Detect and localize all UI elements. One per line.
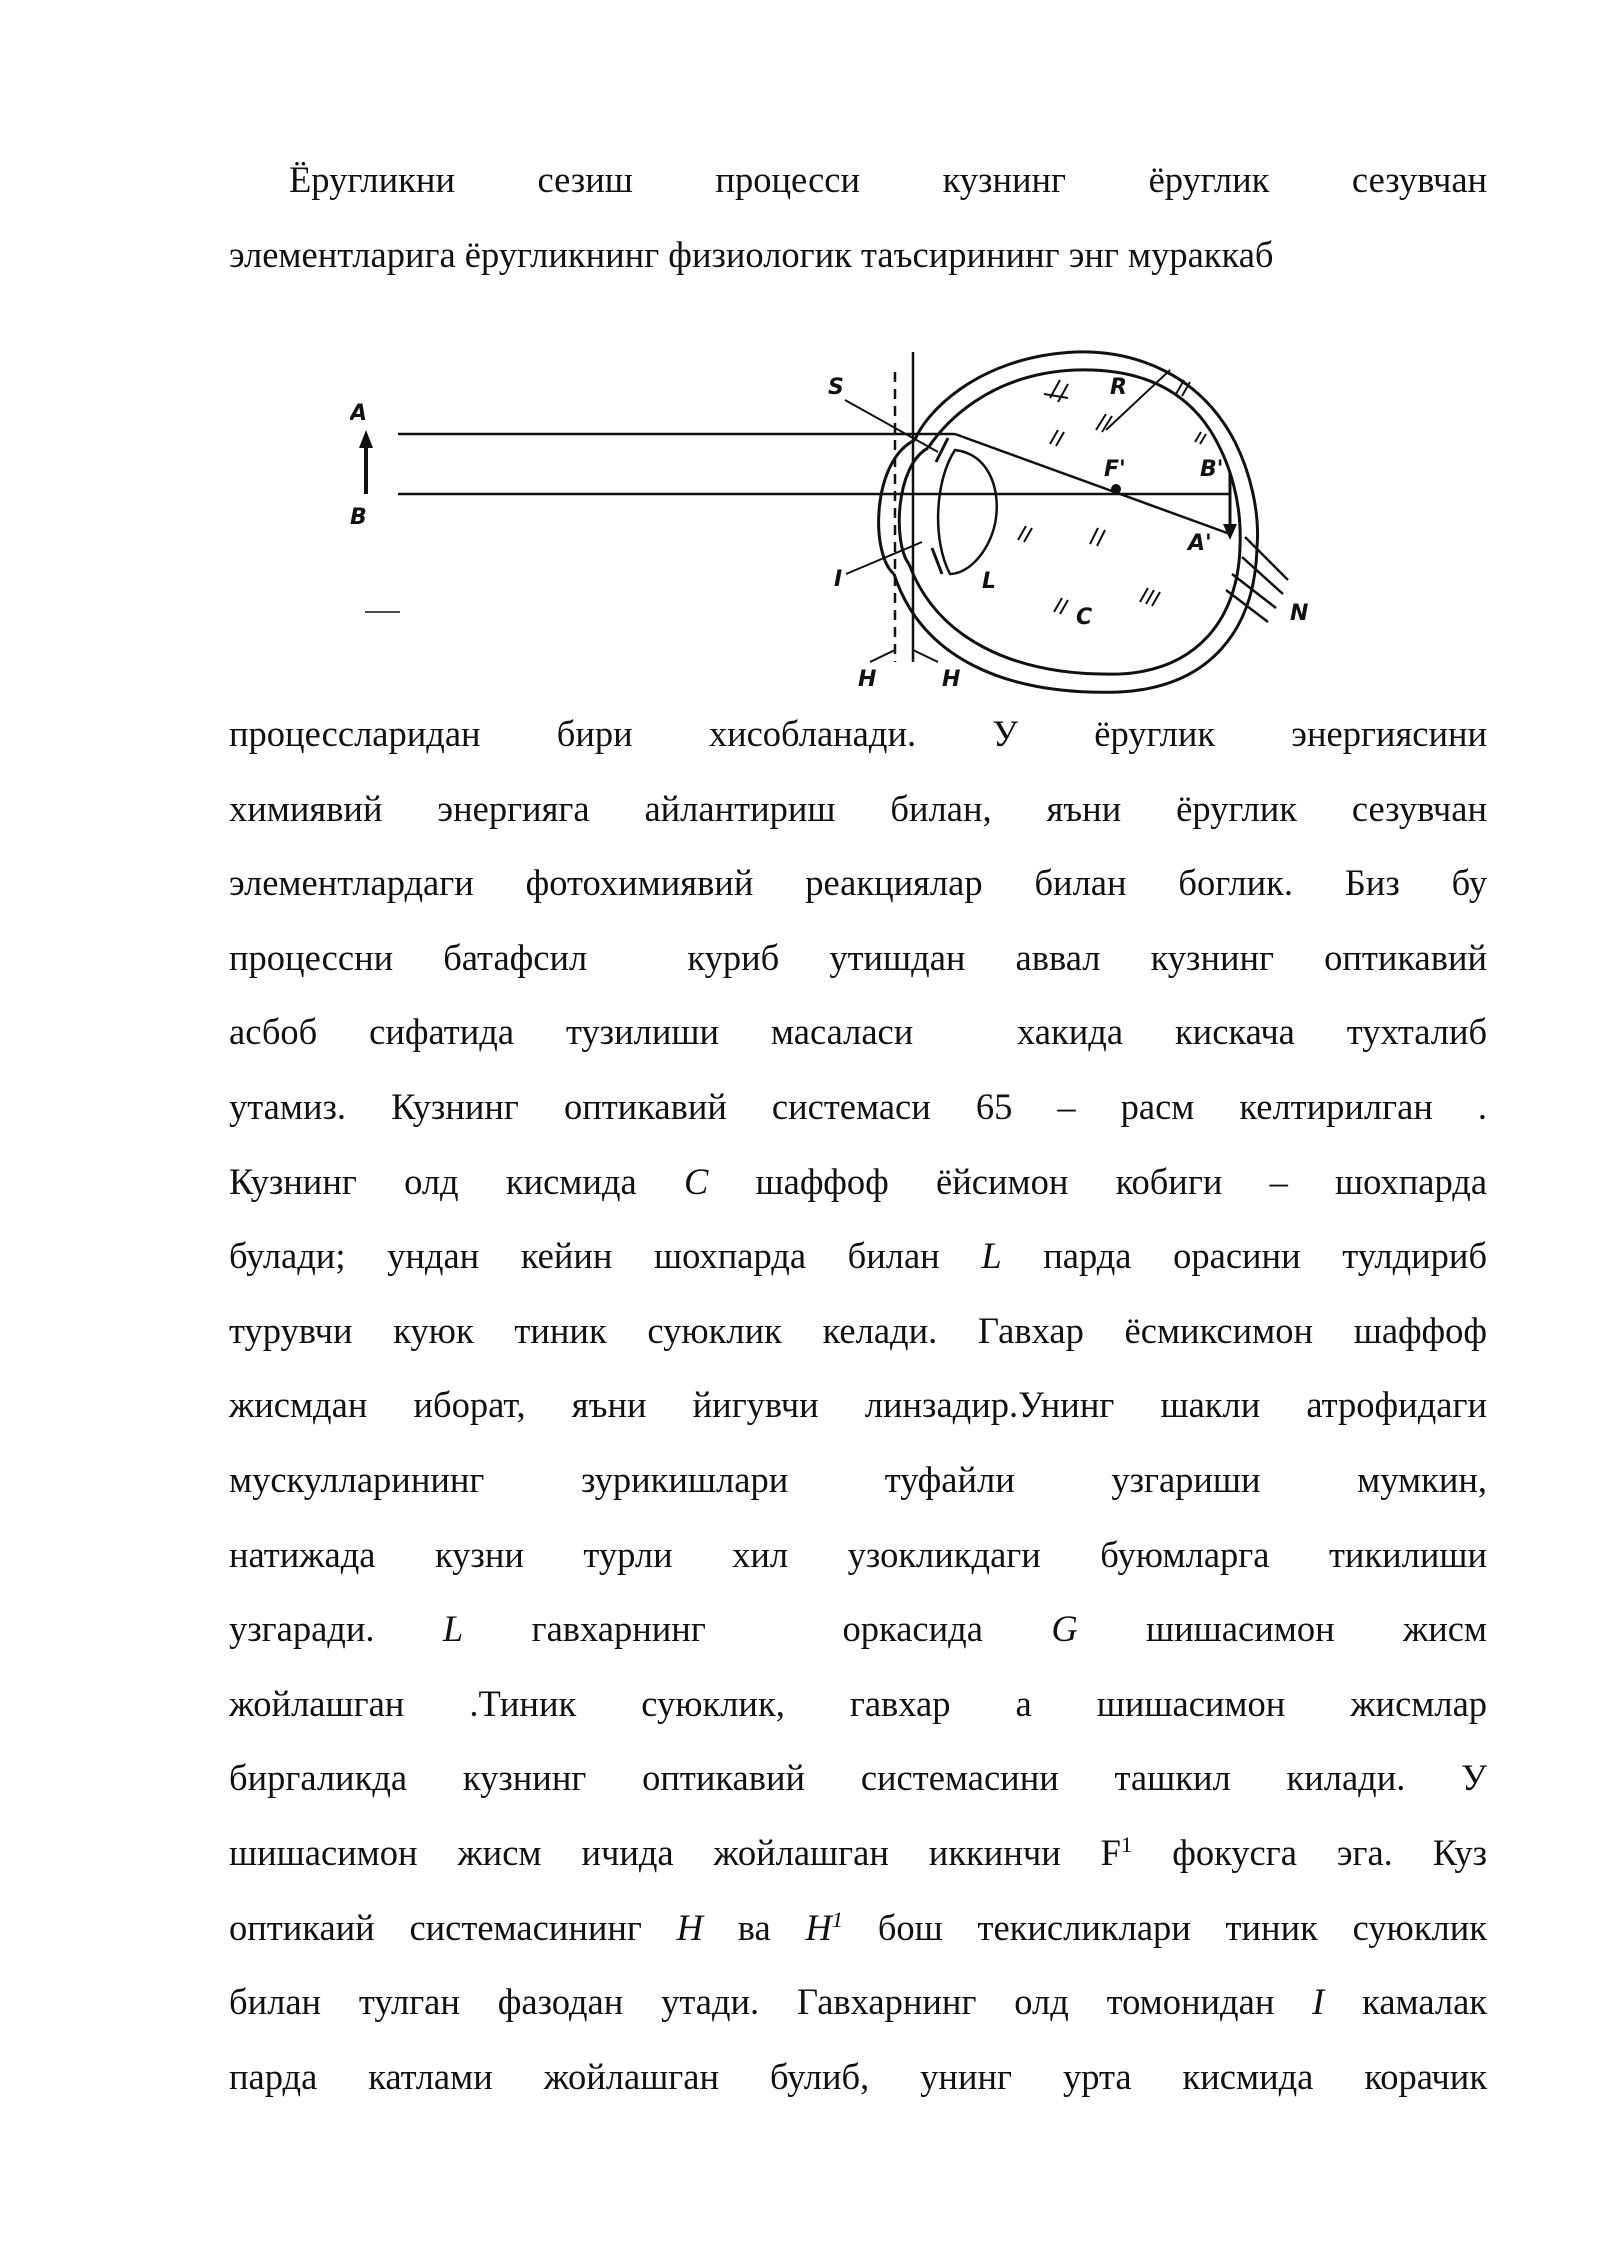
word: фотохимиявий [525, 862, 754, 904]
text-line [229, 846, 1487, 921]
word: утамиз. [229, 1085, 347, 1127]
word: элементлардаги [229, 862, 474, 904]
label-a-prime: A' [1188, 531, 1212, 556]
word: – [1057, 1085, 1076, 1127]
label-i: I [834, 567, 843, 592]
text-line [229, 1070, 1487, 1145]
word: фокусга [1172, 1831, 1297, 1873]
word: олд [1014, 1981, 1069, 2023]
word: текисликлари [977, 1906, 1191, 1948]
text-line [229, 1891, 1487, 1966]
word: мускулларининг [229, 1458, 485, 1500]
h-leader-left [870, 650, 895, 662]
word: хисобланади. [708, 713, 917, 754]
word: оптикавий [563, 1085, 727, 1127]
word: йигувчи [692, 1384, 819, 1426]
word: – [1269, 1160, 1288, 1202]
word: оркасида [842, 1608, 983, 1650]
word: сезиш [537, 159, 633, 200]
word: катлами [368, 2055, 493, 2097]
word: билан [229, 1981, 322, 2023]
word: суюклик [1352, 1906, 1488, 1948]
word: килади. [1286, 1757, 1406, 1799]
word: Ёругликни [289, 159, 455, 200]
word: яъни [571, 1384, 647, 1426]
word: томонидан [1106, 1981, 1275, 2023]
label-l: L [982, 569, 997, 594]
eye-lens [938, 450, 997, 574]
word: шишасимон [229, 1831, 418, 1873]
word: тиник [1225, 1906, 1318, 1948]
word: гавхар [849, 1682, 951, 1724]
word: иборат, [413, 1384, 526, 1426]
word: сифатида [369, 1011, 515, 1053]
word: I [1312, 1981, 1325, 2023]
word: тиник [514, 1309, 607, 1351]
focus-point [1111, 484, 1121, 494]
word: утишдан [829, 936, 966, 978]
word: жисм [457, 1831, 542, 1873]
word: бош [877, 1906, 943, 1948]
word: Кузнинг [229, 1160, 357, 1202]
word: системасини [860, 1757, 1059, 1799]
word: кузнинг [462, 1757, 587, 1799]
word: расм [1120, 1085, 1195, 1127]
word: шохпарда [654, 1235, 807, 1277]
word: кузни [434, 1533, 524, 1575]
word: $F^1$ [1100, 1831, 1133, 1873]
word: булиб, [769, 2055, 870, 2097]
word: оптикаий [229, 1906, 375, 1948]
word: боглик. [1178, 862, 1293, 904]
word: мумкин, [1357, 1458, 1488, 1500]
word: билан [1034, 862, 1127, 904]
text-line [229, 772, 1487, 847]
word: яъни [1046, 787, 1122, 829]
word: масаласи [770, 1011, 966, 1053]
text-line [229, 1965, 1487, 2040]
text-line [229, 921, 1487, 996]
word: У [1461, 1757, 1488, 1799]
word: куюк [393, 1309, 474, 1351]
word: G [1051, 1608, 1078, 1650]
word: ёйсимон [936, 1160, 1069, 1202]
word: камалак [1362, 1981, 1488, 2023]
label-f-prime: F' [1104, 457, 1126, 482]
object-arrow-head [359, 430, 373, 448]
text-line [229, 995, 1487, 1070]
figure-labels [350, 375, 1308, 692]
text-line [229, 1816, 1487, 1891]
word: ёруглик [1148, 159, 1270, 200]
word: шаффоф [755, 1160, 889, 1202]
word: жисмдан [229, 1384, 368, 1426]
word: кузнинг [1150, 936, 1275, 978]
label-h-right: H [942, 667, 961, 692]
word: батафсил [443, 936, 638, 978]
word: процессни [229, 936, 394, 978]
paragraph-main [229, 697, 1487, 2114]
word: шакли [1160, 1384, 1261, 1426]
word: ташкил [1114, 1757, 1231, 1799]
word: узгариши [1111, 1458, 1261, 1500]
word: биргаликда [229, 1757, 408, 1799]
word: зурикишлари [580, 1458, 789, 1500]
text-line: элементларига ёругликнинг физиологик таъсирининг энг мураккаб [229, 233, 1274, 275]
word: Гавхарнинг [797, 1981, 977, 2023]
word: иккинчи [928, 1831, 1061, 1873]
word: химиявий [229, 787, 383, 829]
word: линзадир.Унинг [864, 1384, 1115, 1426]
label-s: S [828, 375, 844, 400]
word: 65 [975, 1085, 1013, 1127]
word: жойлашган [543, 2055, 720, 2097]
word: хил [732, 1533, 789, 1575]
word: $H^1$ [805, 1906, 844, 1948]
word: тухталиб [1346, 1011, 1488, 1053]
label-c: C [1076, 605, 1093, 630]
word: энергиясини [1291, 713, 1488, 754]
word: фазодан [497, 1981, 624, 2023]
text-line [229, 143, 1487, 218]
word: Кузнинг [391, 1085, 519, 1127]
word: .Тиник [469, 1682, 577, 1724]
word: тулган [358, 1981, 460, 2023]
eye-optical-diagram [350, 312, 1330, 702]
word: процесси [715, 159, 861, 200]
word: билан, [890, 787, 992, 829]
word: ичида [581, 1831, 674, 1873]
paragraph-top [229, 143, 1487, 292]
word: келтирилган [1239, 1085, 1433, 1127]
word: айлантириш [644, 787, 836, 829]
word: турувчи [229, 1309, 353, 1351]
word: системаси [771, 1085, 931, 1127]
word: жойлашган [713, 1831, 889, 1873]
label-a: A [350, 401, 368, 426]
word: аввал [1015, 936, 1101, 978]
text-line [229, 2040, 1487, 2115]
label-n: N [1290, 601, 1309, 626]
word: шохпарда [1335, 1160, 1488, 1202]
word: олд [404, 1160, 459, 1202]
word: натижада [229, 1533, 376, 1575]
label-b: B [350, 505, 367, 530]
text-line [229, 1518, 1487, 1593]
word: реакциялар [805, 862, 983, 904]
word: тикилиши [1328, 1533, 1488, 1575]
word: турли [583, 1533, 673, 1575]
word: системасининг [409, 1906, 642, 1948]
word: булади; [229, 1235, 346, 1277]
word: ёруглик [1176, 787, 1297, 829]
word: гавхарнинг [531, 1608, 775, 1650]
word: бири [556, 713, 633, 754]
word: узгаради. [229, 1608, 375, 1650]
word: сезувчан [1351, 787, 1488, 829]
text-line [229, 1592, 1487, 1667]
word: атрофидаги [1306, 1384, 1487, 1426]
text-line [229, 1667, 1487, 1742]
word: L [442, 1608, 464, 1650]
text-line [229, 1368, 1487, 1443]
word: корачик [1364, 2055, 1488, 2097]
word: ундан [387, 1235, 480, 1277]
word: бу [1451, 862, 1488, 904]
word: билан [847, 1235, 940, 1277]
word: кискача [1174, 1011, 1295, 1053]
word: C [683, 1160, 709, 1202]
text-line [229, 697, 1487, 772]
word: асбоб [229, 1011, 318, 1053]
text-line [229, 1741, 1487, 1816]
word: ёсмиксимон [1124, 1309, 1314, 1351]
word: Биз [1344, 862, 1400, 904]
word: парда [229, 2055, 318, 2097]
word: сезувчан [1351, 159, 1488, 200]
word: орасини [1173, 1235, 1301, 1277]
word: суюклик, [641, 1682, 785, 1724]
h-leader-right [913, 650, 938, 662]
word: оптикавий [1324, 936, 1488, 978]
word: кисмида [505, 1160, 637, 1202]
text-line [229, 1219, 1487, 1294]
word: Гавхар [977, 1309, 1084, 1351]
cornea [879, 440, 915, 574]
word: H [676, 1906, 703, 1948]
word: келади. [822, 1309, 938, 1351]
word: ёруглик [1094, 713, 1216, 754]
word: буюмларга [1100, 1533, 1270, 1575]
word: эга. [1336, 1831, 1393, 1873]
vitreous-hatching [1018, 380, 1206, 614]
word: оптикавий [642, 1757, 806, 1799]
word: суюклик [647, 1309, 782, 1351]
word: унинг [920, 2055, 1012, 2097]
word: кейин [520, 1235, 613, 1277]
word: парда [1043, 1235, 1132, 1277]
word: жисмлар [1350, 1682, 1488, 1724]
text-line [229, 1443, 1487, 1518]
word: хакида [1017, 1011, 1124, 1053]
text-line [229, 1145, 1487, 1220]
word: L [981, 1235, 1002, 1277]
word: шишасимон [1146, 1608, 1335, 1650]
word: кобиги [1115, 1160, 1223, 1202]
word: энергияга [437, 787, 590, 829]
word: узокликдаги [847, 1533, 1041, 1575]
label-b-prime: B' [1200, 457, 1224, 482]
word: жойлашган [229, 1682, 405, 1724]
word: процессларидан [229, 713, 481, 754]
word: куриб [687, 936, 780, 978]
word: тузилиши [565, 1011, 719, 1053]
word: урта [1062, 2055, 1132, 2097]
word: кисмида [1182, 2055, 1314, 2097]
word: шишасимон [1096, 1682, 1286, 1724]
word: Куз [1432, 1831, 1487, 1873]
text-line [229, 1294, 1487, 1369]
word: ва [737, 1906, 771, 1948]
word: жисм [1402, 1608, 1488, 1650]
label-r: R [1110, 375, 1127, 400]
word: тулдириб [1342, 1235, 1488, 1277]
word: кузнинг [942, 159, 1067, 200]
word: туфайли [884, 1458, 1015, 1500]
word: а [1015, 1682, 1032, 1724]
word: . [1477, 1085, 1488, 1127]
label-h-left: H [858, 667, 877, 692]
word: У [992, 713, 1019, 754]
word: шаффоф [1353, 1309, 1488, 1351]
word: утади. [661, 1981, 760, 2023]
